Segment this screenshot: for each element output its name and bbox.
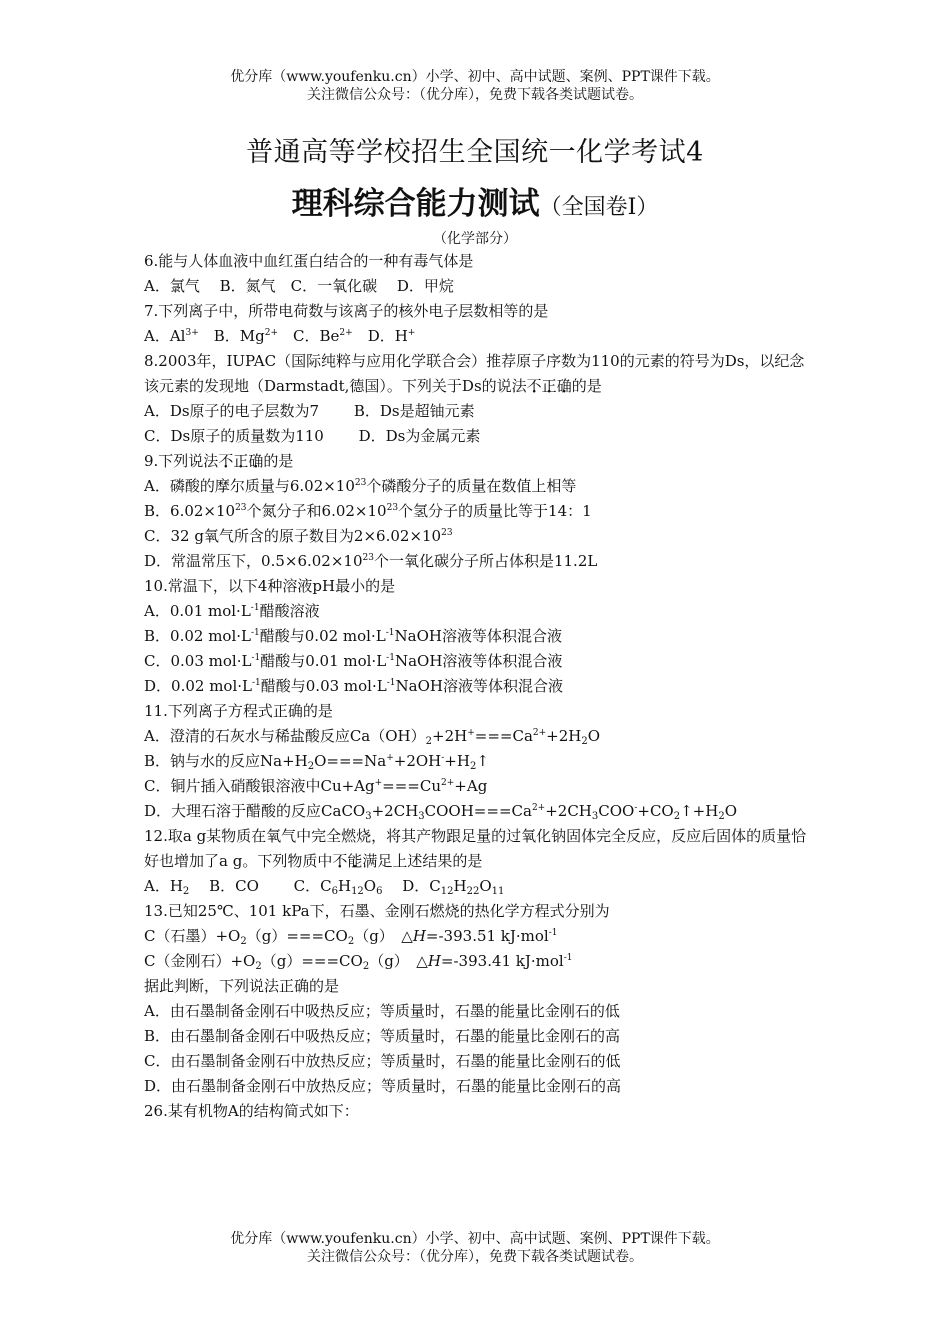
q7-options: A．$Al^{3+}$ B．$Mg^{2+}$ C．$Be^{2+}$ D．H+ xyxy=(144,327,416,345)
q13-option-b: B．由石墨制备金刚石中吸热反应；等质量时，石墨的能量比金刚石的高 xyxy=(144,1027,621,1045)
q13-option-d: D．由石墨制备金刚石中放热反应；等质量时，石墨的能量比金刚石的高 xyxy=(144,1077,622,1095)
footer-line-1: 优分库（www.youfenku.cn）小学、初中、高中试题、案例、PPT课件下载。 xyxy=(230,1231,720,1247)
header-line-2: 关注微信公众号：（优分库），免费下载各类试题试卷。 xyxy=(307,87,643,103)
q11-option-a: A．澄清的石灰水与稀盐酸反应$Ca(OH)_2+2H^+===Ca^{2+}+2H_2O$ xyxy=(144,727,601,747)
q8-options-ab: A．Ds原子的电子层数为7 B．Ds是超铀元素 xyxy=(144,402,475,420)
footer-line-2: 关注微信公众号：（优分库），免费下载各类试题试卷。 xyxy=(307,1249,643,1265)
paper-title xyxy=(0,178,950,223)
paper-title-main: 理科综合能力测试 xyxy=(291,186,540,222)
q12-options: A．$H_2$ B．CO C．$C_6H_{12}O_6$ D．$C_{12}H_{22}O_{11}$ xyxy=(144,877,505,897)
q9-option-a: A．磷酸的摩尔质量与$6.02\times 10^{23}$个磷酸分子的质量在数值上相等 xyxy=(144,477,577,495)
header-line-1: 优分库（www.youfenku.cn）小学、初中、高中试题、案例、PPT课件下载。 xyxy=(230,69,720,85)
q9-option-b: B．$6.02\times 10^{23}$个氮分子和$6.02\times 10^{23}$个氢分子的质量比等于14：1 xyxy=(144,502,592,520)
q9-stem: 9.下列说法不正确的是 xyxy=(144,452,294,470)
section-subtitle: （化学部分） xyxy=(433,231,517,247)
q8-stem: 8.2003年，IUPAC（国际纯粹与应用化学联合会）推荐原子序数为110的元素的符号为Ds，以纪念该元素的发现地（Darmstadt,德国）。下列关于Ds的说法不正确的是 xyxy=(144,352,805,395)
q10-option-a: A．0.01 $mol\cdot L^{-1}$醋酸溶液 xyxy=(144,602,320,620)
q13-option-a: A．由石墨制备金刚石中吸热反应；等质量时，石墨的能量比金刚石的低 xyxy=(144,1002,620,1020)
q9-option-d: D．常温常压下，$0.5\times 6.02\times 10^{23}$个一氧化碳分子所占体积是11.2L xyxy=(144,552,598,570)
q26-stem: 26.某有机物A的结构简式如下： xyxy=(144,1102,359,1120)
q11-stem: 11.下列离子方程式正确的是 xyxy=(144,702,333,720)
q10-option-d: D．0.02 $mol\cdot L^{-1}$醋酸与0.03 $mol\cdot L^{-1}NaOH$溶液等体积混合液 xyxy=(144,677,563,695)
q8-options-cd: C．Ds原子的质量数为110 D．Ds为金属元素 xyxy=(144,427,481,445)
q10-option-b: B．0.02 $mol\cdot L^{-1}$醋酸与0.02 $mol\cdot L^{-1}NaOH$溶液等体积混合液 xyxy=(144,627,562,645)
q10-stem: 10.常温下，以下4种溶液pH最小的是 xyxy=(144,577,396,595)
q10-option-c: C．0.03 $mol\cdot L^{-1}$醋酸与0.01 $mol\cdot L^{-1}NaOH$溶液等体积混合液 xyxy=(144,652,563,670)
q7-stem: 7.下列离子中，所带电荷数与该离子的核外电子层数相等的是 xyxy=(144,302,549,320)
paper-title-volume: （全国卷Ⅰ） xyxy=(539,195,659,220)
q9-option-c: C．32 g氧气所含的原子数目为$2\times 6.02\times 10^{23}$ xyxy=(144,527,453,545)
q13-equation-graphite: C（石墨）$+O_2(g)===CO_2(g)$ △H=-393.51 kJ·mol$^{-1}$ xyxy=(144,927,558,947)
q6-stem: 6.能与人体血液中血红蛋白结合的一种有毒气体是 xyxy=(144,252,474,270)
q13-stem: 13.已知25℃、101 kPa下，石墨、金刚石燃烧的热化学方程式分别为 xyxy=(144,902,610,920)
q11-option-d: D．大理石溶于醋酸的反应$CaCO_3+2CH_3COOH===Ca^{2+}+2CH_3COO^-+CO_2↑+H_2O$ xyxy=(144,802,738,822)
q13-option-c: C．由石墨制备金刚石中放热反应；等质量时，石墨的能量比金刚石的低 xyxy=(144,1052,621,1070)
q11-option-b: B．钠与水的反应$Na+H_2O===Na^++2OH^-+H_2↑$ xyxy=(144,752,489,772)
exam-title: 普通高等学校招生全国统一化学考试4 xyxy=(246,137,704,168)
question-body xyxy=(144,249,814,1124)
q13-equation-diamond: C（金刚石）$+O_2(g)===CO_2(g)$ △H=-393.41 kJ·mol$^{-1}$ xyxy=(144,952,573,972)
q13-judge: 据此判断，下列说法正确的是 xyxy=(144,977,340,995)
q11-option-c: C．铜片插入硝酸银溶液中$Cu+Ag^+===Cu^{2+}+Ag$ xyxy=(144,777,488,795)
q6-options: A．氯气 B．氮气 C．一氧化碳 D．甲烷 xyxy=(144,277,454,295)
q12-stem: 12.取a g某物质在氧气中完全燃烧，将其产物跟足量的过氧化钠固体完全反应，反应后固体的质量恰好也增加了a g。下列物质中不能满足上述结果的是 xyxy=(144,827,807,870)
